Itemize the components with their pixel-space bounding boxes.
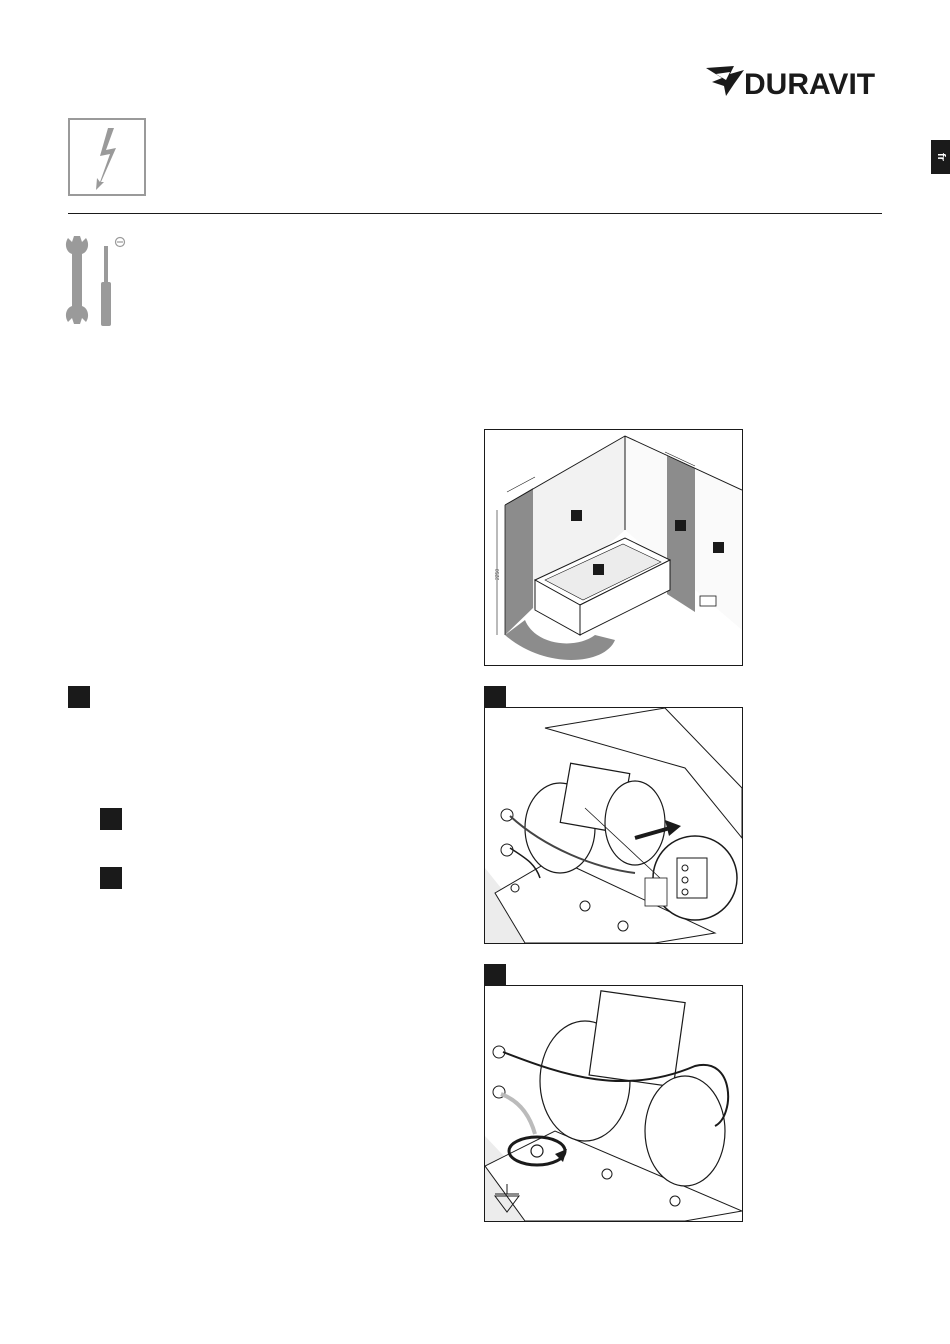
brand-name: DURAVIT: [744, 68, 876, 101]
step-marker-3: [100, 867, 122, 889]
figure-bathroom-zones: [484, 429, 743, 666]
step-marker-1: [68, 686, 90, 708]
language-code: fr: [934, 153, 947, 161]
language-tab[interactable]: [931, 140, 950, 174]
zone-height-label: 2250: [495, 568, 501, 580]
step-marker-2: [100, 808, 122, 830]
figure-pump-wiring: [484, 707, 743, 944]
figure-2-marker: [484, 686, 506, 708]
electric-hazard-icon: [68, 118, 146, 196]
duravit-logo: [704, 62, 888, 102]
figure-3-marker: [484, 964, 506, 986]
header-divider: [68, 213, 882, 214]
figure-pump-earthing: [484, 985, 743, 1222]
wrench-screwdriver-icon: [62, 232, 132, 328]
